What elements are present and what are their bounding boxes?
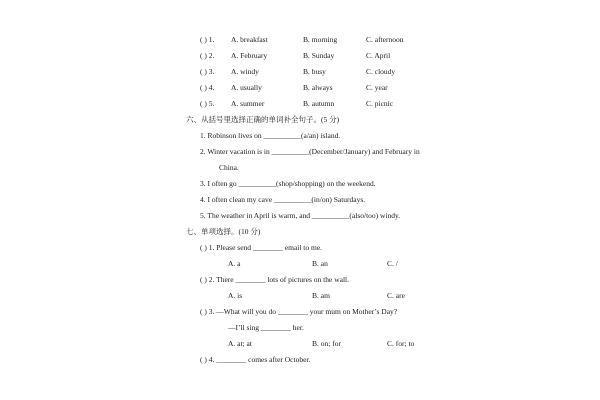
- sentence-5: 5. The weather in April is warm, and __________(also/too) windy.: [200, 211, 401, 220]
- option-a: A. summer: [231, 99, 265, 108]
- question-3-option-c: C. for; to: [387, 339, 415, 348]
- option-a: A. windy: [231, 67, 259, 76]
- option-c: C. April: [366, 51, 391, 60]
- sentence-1: 1. Robinson lives on __________(a/an) island.: [200, 131, 341, 140]
- question-1-stem: ( ) 1. Please send ________ email to me.: [200, 243, 323, 252]
- question-3-reply: —I’ll sing ________ her.: [228, 323, 304, 332]
- question-4-stem: ( ) 4. ________ comes after October.: [200, 355, 311, 364]
- option-c: C. afternoon: [366, 35, 404, 44]
- question-3-option-b: B. on; for: [312, 339, 341, 348]
- sentence-2: 2. Winter vacation is in __________(December/January) and February in: [200, 147, 420, 156]
- option-a: A. usually: [231, 83, 262, 92]
- item-number: ( ) 1.: [200, 35, 215, 44]
- option-b: B. Sunday: [303, 51, 335, 60]
- item-number: ( ) 2.: [200, 51, 215, 60]
- option-b: B. always: [303, 83, 333, 92]
- option-a: A. February: [231, 51, 268, 60]
- option-c: C. year: [366, 83, 388, 92]
- question-3-option-a: A. at; at: [228, 339, 252, 348]
- option-c: C. cloudy: [366, 67, 396, 76]
- item-number: ( ) 4.: [200, 83, 215, 92]
- question-2-option-c: C. are: [387, 291, 405, 300]
- sentence-2-continued: China.: [219, 163, 239, 172]
- question-1-option-a: A. a: [228, 259, 241, 268]
- section-six-heading: 六、从括号里选择正确的单词补全句子。(5 分): [186, 115, 340, 124]
- option-c: C. picnic: [366, 99, 394, 108]
- question-1-option-b: B. an: [312, 259, 328, 268]
- option-b: B. morning: [303, 35, 338, 44]
- option-b: B. busy: [303, 67, 326, 76]
- question-1-option-c: C. /: [387, 259, 398, 268]
- item-number: ( ) 5.: [200, 99, 215, 108]
- sentence-4: 4. I often clean my cave __________(in/on) Saturdays.: [200, 195, 366, 204]
- question-2-option-b: B. am: [312, 291, 330, 300]
- section-seven-heading: 七、单项选择。(10 分): [186, 227, 261, 236]
- sentence-3: 3. I often go __________(shop/shopping) on the weekend.: [200, 179, 376, 188]
- option-b: B. autumn: [303, 99, 335, 108]
- option-a: A. breakfast: [231, 35, 268, 44]
- question-2-stem: ( ) 2. There ________ lots of pictures on the wall.: [200, 275, 349, 284]
- question-2-option-a: A. is: [228, 291, 243, 300]
- question-3-stem: ( ) 3. —What will you do ________ your mum on Mother’s Day?: [200, 307, 398, 316]
- item-number: ( ) 3.: [200, 67, 215, 76]
